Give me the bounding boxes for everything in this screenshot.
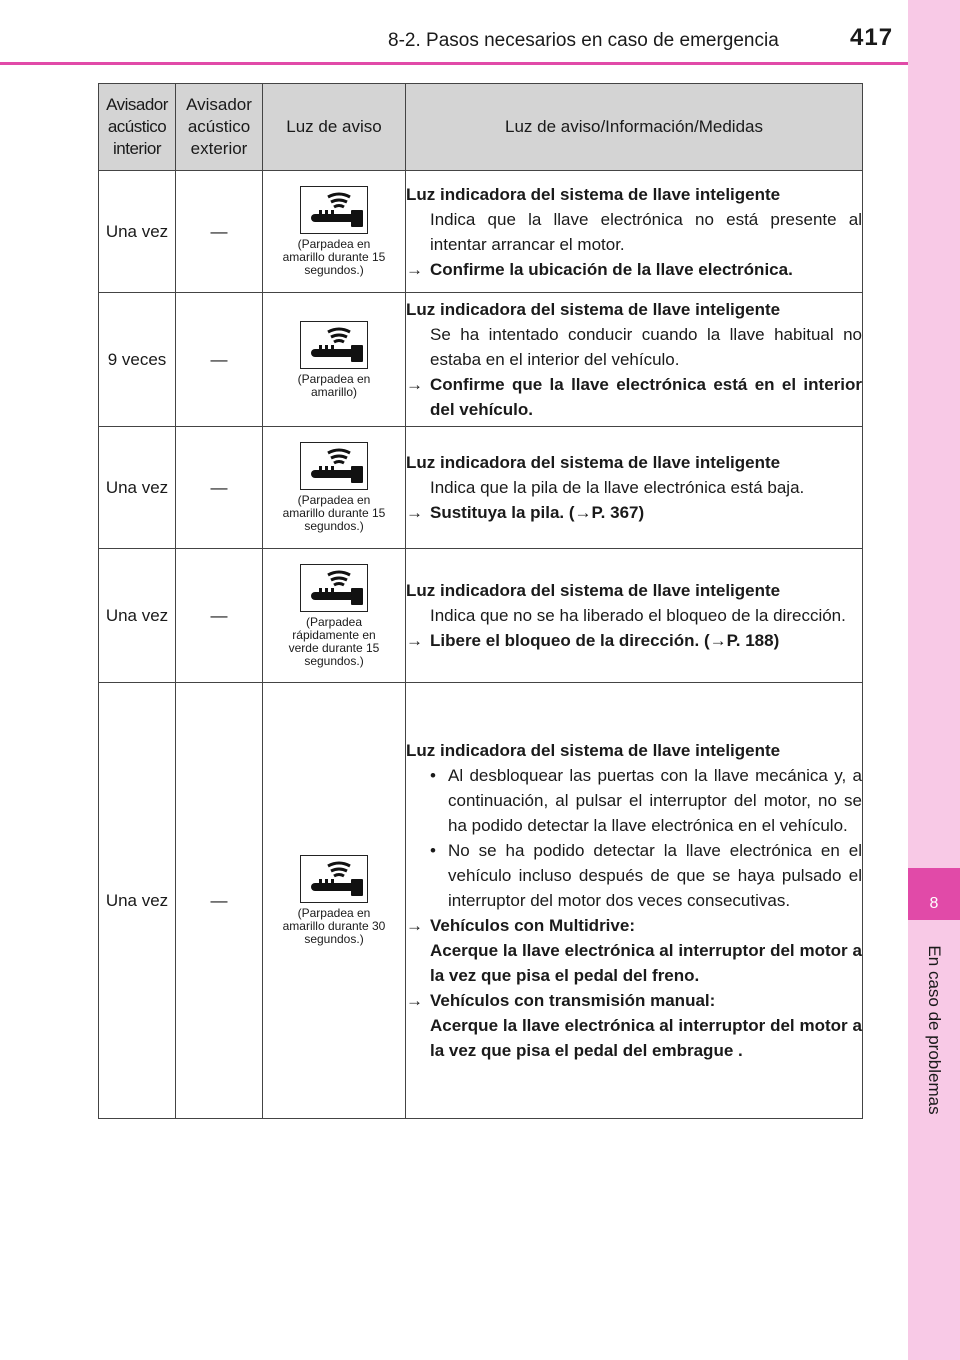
arrow-icon: → bbox=[406, 631, 423, 650]
table-row bbox=[99, 427, 863, 549]
light-title: Luz indicadora del sistema de llave inteligente bbox=[406, 741, 781, 760]
interior-buzzer-count: Una vez bbox=[105, 605, 169, 625]
warning-light-cell bbox=[263, 549, 406, 683]
table-header-row bbox=[99, 84, 863, 171]
smart-key-indicator-icon bbox=[300, 855, 368, 903]
light-caption: (Parpadea en amarillo durante 15 segundos.) bbox=[282, 237, 386, 277]
light-info: Indica que la llave electrónica no está presente al intentar arrancar el motor. bbox=[430, 209, 862, 254]
interior-buzzer-count: Una vez bbox=[105, 890, 169, 910]
header-warning-light: Luz de aviso bbox=[263, 84, 406, 171]
details-cell bbox=[406, 293, 863, 427]
action-text: Vehículos con Multidrive: bbox=[430, 916, 635, 935]
chapter-title: En caso de problemas bbox=[925, 945, 944, 1115]
light-info: Indica que no se ha liberado el bloqueo de la dirección. bbox=[430, 606, 846, 625]
exterior-buzzer-value: — bbox=[210, 890, 228, 910]
interior-buzzer-count: Una vez bbox=[105, 221, 169, 241]
arrow-icon: → bbox=[406, 259, 423, 279]
info-bullet bbox=[406, 763, 862, 838]
arrow-icon: → bbox=[406, 375, 423, 394]
table-row bbox=[99, 549, 863, 683]
header-rule bbox=[0, 62, 908, 65]
action-item bbox=[406, 372, 862, 422]
smart-key-indicator-icon bbox=[300, 564, 368, 612]
warning-light-cell bbox=[263, 683, 406, 1119]
smart-key-indicator-icon bbox=[300, 442, 368, 490]
action-item bbox=[406, 257, 862, 282]
exterior-buzzer-cell bbox=[176, 683, 263, 1119]
light-title: Luz indicadora del sistema de llave inteligente bbox=[406, 453, 781, 472]
action-detail: Acerque la llave electrónica al interruptor del motor a la vez que pisa el pedal del embrague . bbox=[430, 1016, 862, 1060]
exterior-buzzer-cell bbox=[176, 549, 263, 683]
table-row bbox=[99, 171, 863, 293]
arrow-icon: → bbox=[406, 503, 423, 522]
light-info: Se ha intentado conducir cuando la llave habitual no estaba en el interior del vehículo. bbox=[430, 325, 862, 369]
side-tab-top bbox=[908, 0, 960, 868]
chapter-number: 8 bbox=[908, 868, 960, 920]
info-bullet bbox=[406, 838, 862, 913]
details-cell bbox=[406, 549, 863, 683]
warning-light-cell bbox=[263, 171, 406, 293]
interior-buzzer-cell bbox=[99, 683, 176, 1119]
action-item bbox=[406, 988, 862, 1013]
exterior-buzzer-value: — bbox=[210, 349, 228, 369]
light-title: Luz indicadora del sistema de llave inteligente bbox=[406, 300, 781, 319]
light-caption: (Parpadea rápidamente en verde durante 15 segundos.) bbox=[288, 614, 380, 668]
action-text: Libere el bloqueo de la dirección. (→P. 188) bbox=[430, 631, 780, 650]
arrow-icon: → bbox=[406, 916, 423, 935]
action-item bbox=[406, 500, 862, 525]
interior-buzzer-cell bbox=[99, 171, 176, 293]
interior-buzzer-cell bbox=[99, 427, 176, 549]
warning-light-cell bbox=[263, 293, 406, 427]
table-row bbox=[99, 683, 863, 1119]
action-text: Confirme la ubicación de la llave electrónica. bbox=[430, 259, 793, 279]
warning-light-cell bbox=[263, 427, 406, 549]
interior-buzzer-count: Una vez bbox=[105, 477, 169, 497]
exterior-buzzer-value: — bbox=[210, 477, 228, 497]
light-title: Luz indicadora del sistema de llave inteligente bbox=[406, 184, 781, 204]
smart-key-indicator-icon bbox=[300, 186, 368, 234]
action-text: Confirme que la llave electrónica está en el interior del vehículo. bbox=[430, 375, 862, 419]
interior-buzzer-cell bbox=[99, 549, 176, 683]
exterior-buzzer-value: — bbox=[210, 221, 228, 241]
interior-buzzer-count: 9 veces bbox=[107, 349, 167, 369]
interior-buzzer-cell bbox=[99, 293, 176, 427]
header-details: Luz de aviso/Información/Medidas bbox=[406, 84, 863, 171]
exterior-buzzer-cell bbox=[176, 171, 263, 293]
action-item bbox=[406, 628, 862, 653]
header-interior-buzzer: Avisador acústico interior bbox=[99, 84, 176, 171]
action-text: Sustituya la pila. (→P. 367) bbox=[430, 503, 645, 522]
bullet-dot: • bbox=[430, 766, 436, 785]
exterior-buzzer-cell bbox=[176, 427, 263, 549]
action-detail: Acerque la llave electrónica al interruptor del motor a la vez que pisa el pedal del freno. bbox=[430, 941, 862, 985]
details-cell bbox=[406, 683, 863, 1119]
light-info: Indica que la pila de la llave electrónica está baja. bbox=[430, 478, 805, 497]
bullet-text: Al desbloquear las puertas con la llave mecánica y, a continuación, al pulsar el interruptor del motor, no se ha podido detectar la llave electrónica en el vehículo. bbox=[448, 766, 862, 835]
details-cell bbox=[406, 427, 863, 549]
light-caption: (Parpadea en amarillo durante 30 segundos.) bbox=[282, 906, 386, 946]
action-item bbox=[406, 913, 862, 938]
arrow-icon: → bbox=[406, 991, 423, 1010]
light-caption: (Parpadea en amarillo) bbox=[297, 371, 371, 399]
table-row bbox=[99, 293, 863, 427]
details-cell bbox=[406, 171, 863, 293]
section-title: 8-2. Pasos necesarios en caso de emergencia bbox=[388, 30, 779, 51]
bullet-dot: • bbox=[430, 841, 436, 860]
warning-table bbox=[98, 83, 863, 1119]
bullet-text: No se ha podido detectar la llave electrónica en el vehículo incluso después de que se haya pulsado el interruptor del motor dos veces consecutivas. bbox=[448, 841, 862, 910]
action-text: Vehículos con transmisión manual: bbox=[430, 991, 716, 1010]
exterior-buzzer-cell bbox=[176, 293, 263, 427]
header-exterior-buzzer: Avisador acústico exterior bbox=[176, 84, 263, 171]
smart-key-indicator-icon bbox=[300, 321, 368, 369]
light-title: Luz indicadora del sistema de llave inteligente bbox=[406, 581, 781, 600]
light-caption: (Parpadea en amarillo durante 15 segundos.) bbox=[282, 493, 386, 533]
exterior-buzzer-value: — bbox=[210, 605, 228, 625]
page-number: 417 bbox=[850, 24, 894, 51]
